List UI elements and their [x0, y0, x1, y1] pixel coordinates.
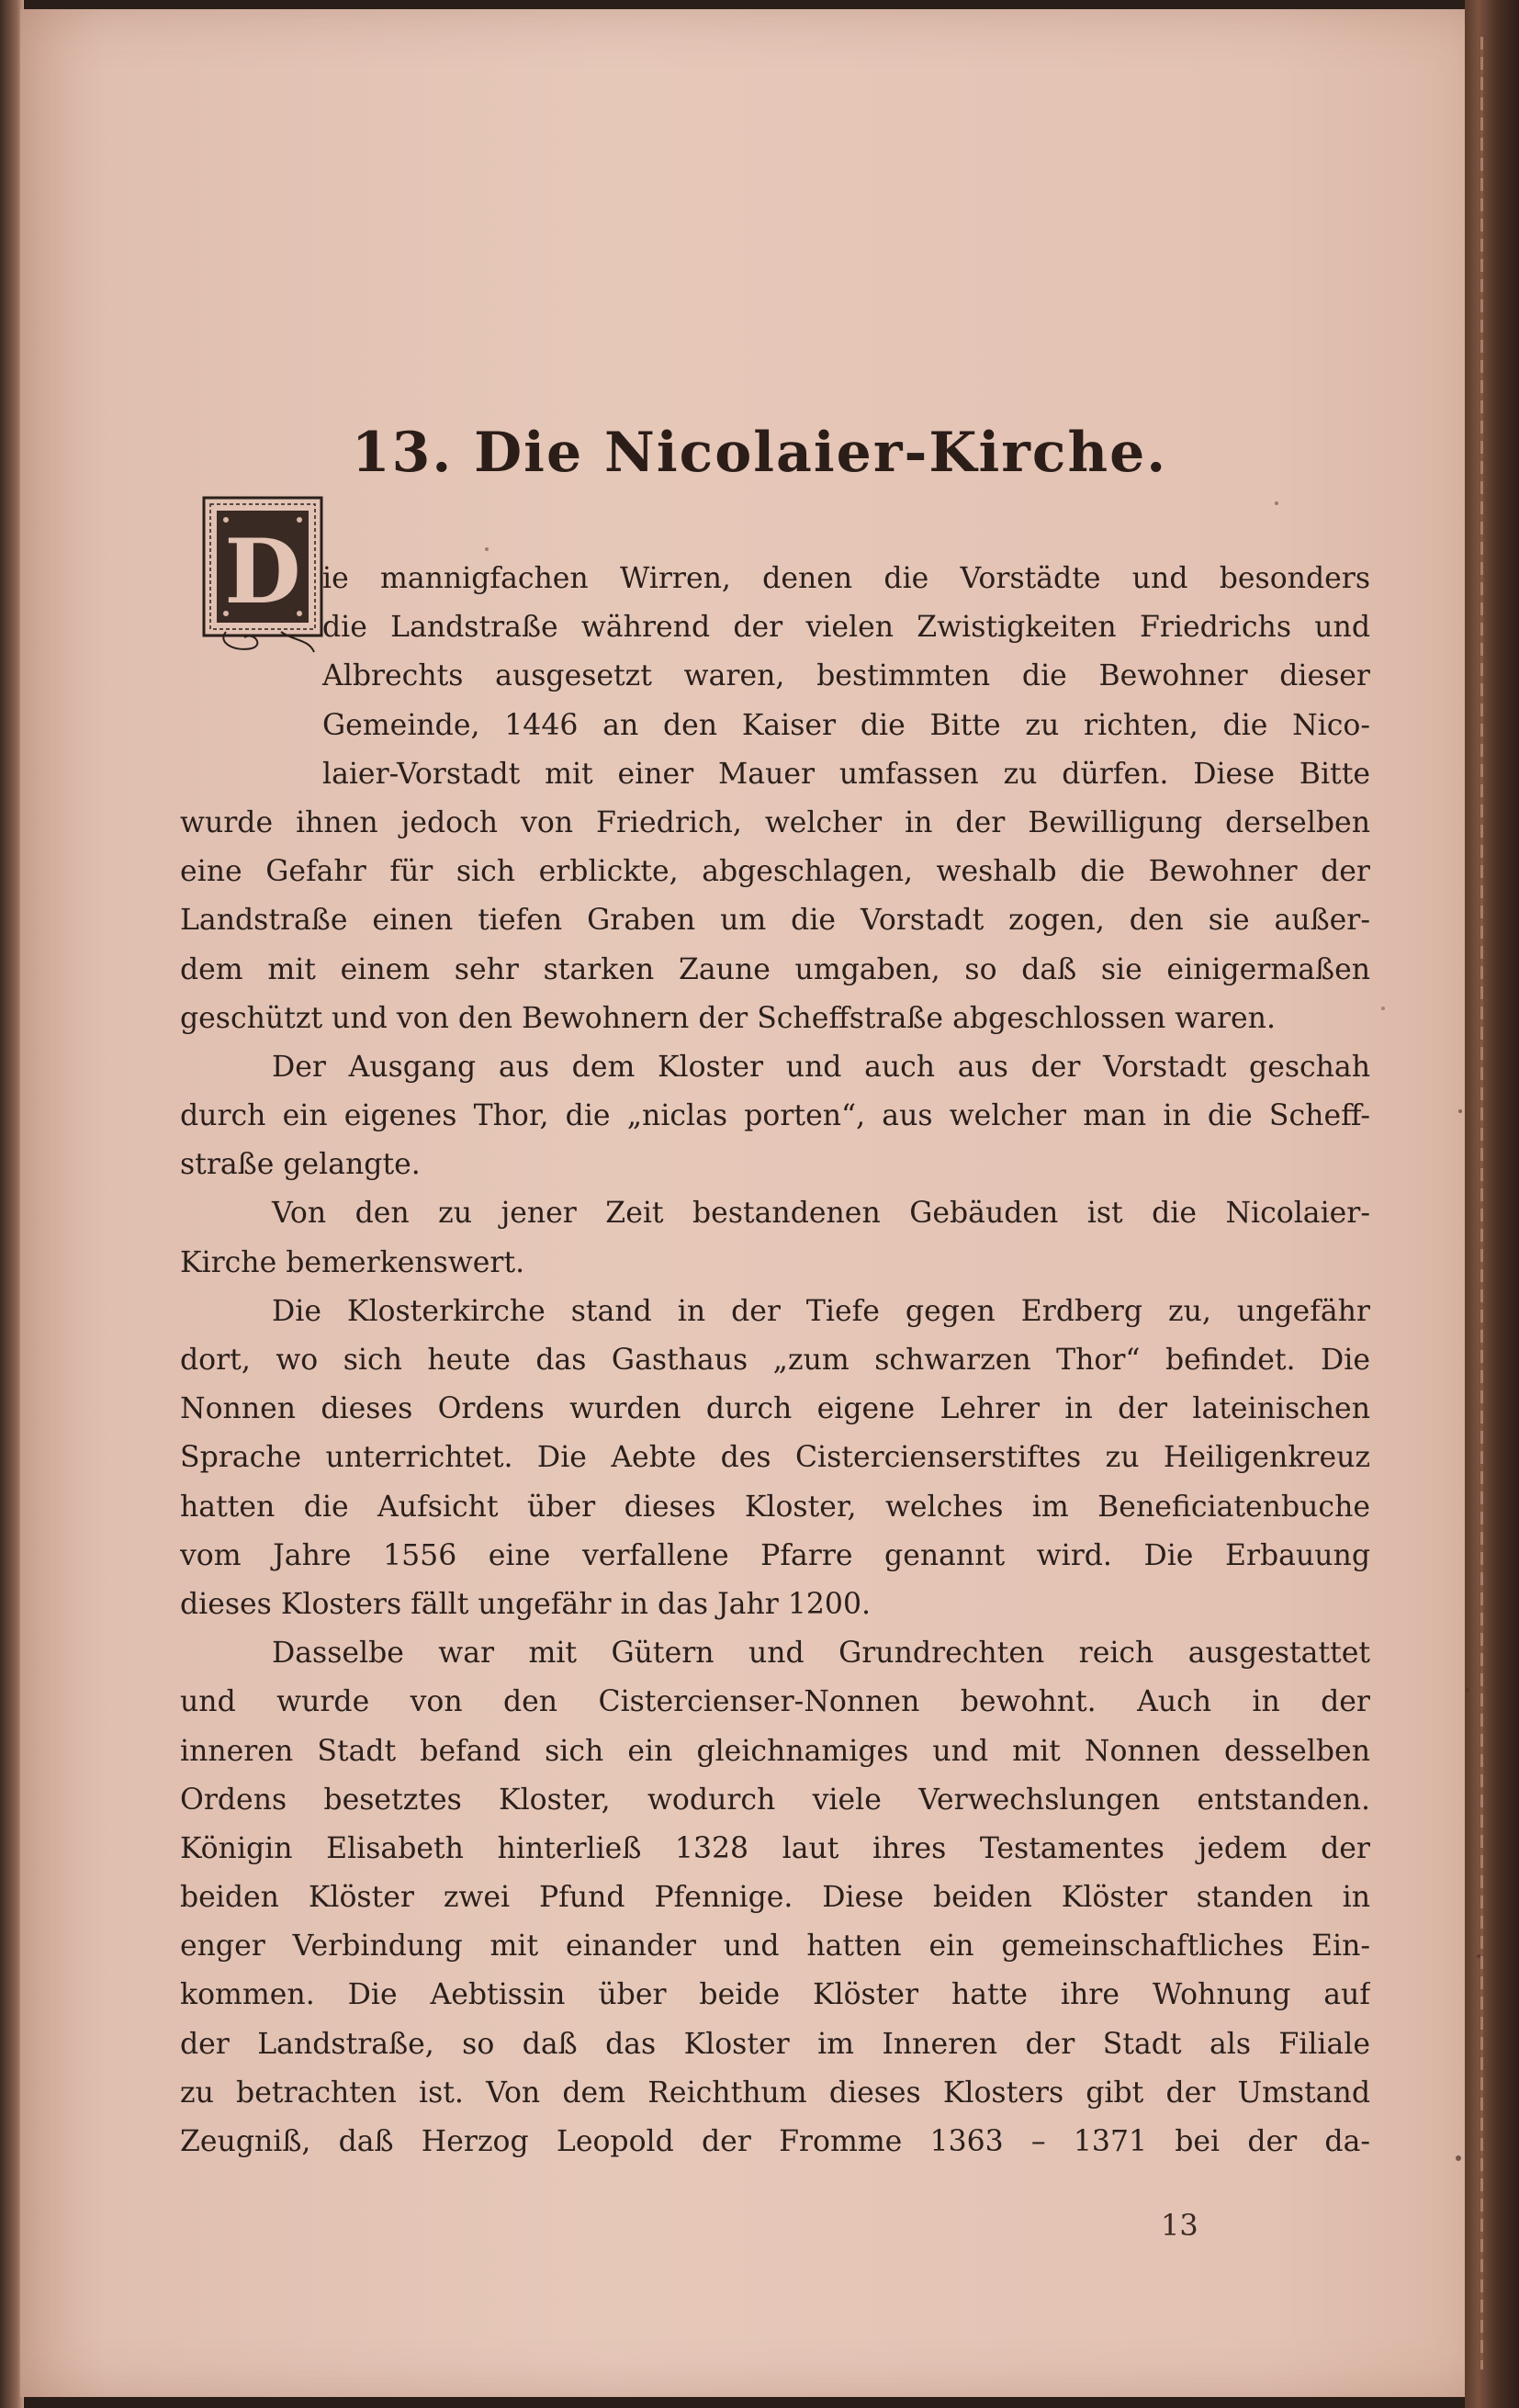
page-edge [1465, 0, 1519, 2408]
text-line: enger Verbindung mit einander und hatten ein gemeinschaftliches Ein- [180, 1930, 1370, 1964]
text-line: kommen. Die Aebtissin über beide Klöster hatte ihre Wohnung auf [180, 1978, 1370, 2012]
text-line: und wurde von den Cistercienser-Nonnen bewohnt. Auch in der [180, 1685, 1370, 1719]
text-line: vom Jahre 1556 eine verfallene Pfarre genannt wird. Die Erbauung [180, 1538, 1370, 1572]
page-number: 13 [1161, 2208, 1198, 2243]
text-line: laier-Vorstadt mit einer Mauer umfassen zu dürfen. Diese Bitte [322, 757, 1370, 791]
text-line: Ordens besetztes Kloster, wodurch viele Verwechslungen entstanden. [180, 1783, 1370, 1817]
text-line: dieses Klosters fällt ungefähr in das Jahr 1200. [180, 1587, 872, 1621]
text-line: dem mit einem sehr starken Zaune umgaben, so daß sie einigermaßen [180, 952, 1370, 986]
text-line: hatten die Aufsicht über dieses Kloster, welches im Beneficiatenbuche [180, 1490, 1370, 1524]
text-line: Der Ausgang aus dem Kloster und auch aus der Vorstadt geschah [272, 1050, 1370, 1084]
text-line: Gemeinde, 1446 an den Kaiser die Bitte zu richten, die Nico- [322, 708, 1370, 742]
text-line: der Landstraße, so daß das Kloster im Inneren der Stadt als Filiale [180, 2027, 1370, 2061]
text-line: Königin Elisabeth hinterließ 1328 laut ihres Testamentes jedem der [180, 1831, 1370, 1865]
text-line: straße gelangte. [180, 1148, 421, 1182]
text-line: zu betrachten ist. Von dem Reichthum dieses Klosters gibt der Umstand [180, 2076, 1370, 2110]
text-line: die Landstraße während der vielen Zwistigkeiten Friedrichs und [322, 611, 1370, 645]
text-line: eine Gefahr für sich erblickte, abgeschlagen, weshalb die Bewohner der [180, 855, 1370, 889]
text-line: Dasselbe war mit Gütern und Grundrechten reich ausgestattet [272, 1637, 1370, 1671]
text-line: Sprache unterrichtet. Die Aebte des Cistercienserstiftes zu Heiligenkreuz [180, 1441, 1370, 1475]
body-text [180, 555, 1370, 2166]
page-edge-stack [1480, 37, 1483, 2369]
text-line: Die Klosterkirche stand in der Tiefe gegen Erdberg zu, ungefähr [272, 1294, 1370, 1328]
text-line: inneren Stadt befand sich ein gleichnamiges und mit Nonnen desselben [180, 1734, 1370, 1768]
text-line: Kirche bemerkenswert. [180, 1245, 525, 1279]
text-line: Nonnen dieses Ordens wurden durch eigene Lehrer in der lateinischen [180, 1392, 1370, 1426]
text-line: dort, wo sich heute das Gasthaus „zum schwarzen Thor“ befindet. Die [180, 1344, 1370, 1377]
text-line: geschützt und von den Bewohnern der Scheffstraße abgeschlossen waren. [180, 1001, 1276, 1035]
text-line: durch ein eigenes Thor, die „niclas porten“, aus welcher man in die Scheff- [180, 1099, 1370, 1133]
text-line: wurde ihnen jedoch von Friedrich, welcher in der Bewilligung derselben [180, 805, 1370, 839]
text-line: Albrechts ausgesetzt waren, bestimmten die Bewohner dieser [322, 659, 1370, 693]
text-line: Zeugniß, daß Herzog Leopold der Fromme 1363 – 1371 bei der da- [180, 2125, 1370, 2158]
text-line: Landstraße einen tiefen Graben um die Vorstadt zogen, den sie außer- [180, 904, 1370, 938]
text-line: Von den zu jener Zeit bestandenen Gebäuden ist die Nicolaier- [272, 1197, 1370, 1231]
chapter-title: 13. Die Nicolaier-Kirche. [351, 421, 1168, 485]
initial-letter: D [224, 520, 301, 624]
text-line: beiden Klöster zwei Pfund Pfennige. Diese beiden Klöster standen in [180, 1881, 1370, 1915]
text-line: ie mannigfachen Wirren, denen die Vorstädte und besonders [322, 562, 1370, 595]
